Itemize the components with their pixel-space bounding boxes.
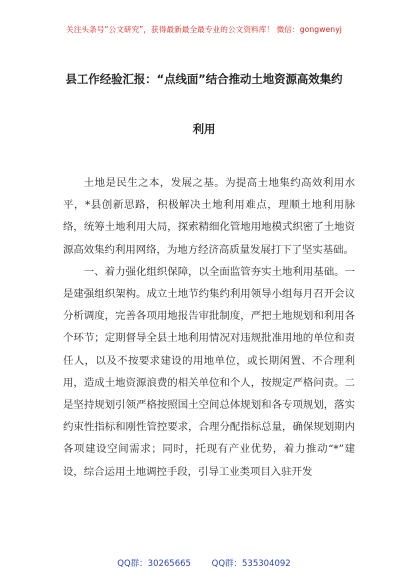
document-body: [63, 172, 355, 483]
document-title: 县工作经验汇报：“点线面”结合推动土地资源高效集约: [65, 72, 343, 86]
footer-contact: [0, 557, 408, 569]
paragraph-section-one: 一、着力强化组织保障，以全面监管夯实土地利用基础。一是建强组织架构。成立土地节约集约利用领导小组每月召开会议分析调度，完善各项用地报告审批制度，严把土地规划和利用各个环节；定期督导全县土地利用情况对违规批准用地的单位和责任人，以及不按要求建设的用地单位，或长期闲置、不合理利用，造成土地资源浪费的相关单位和个人，按规定严格问责。二是坚持规划引领严格按照国土空间总体规划和各专项规划，落实约束性指标和刚性管控要求，合理分配指标总量，确保规划期内各项建设空间需求；同时，托现有产业优势，着力推动“*”建设，综合运用土地调控手段，引导工业类项目入驻开发: [63, 265, 355, 478]
paragraph-intro: 土地是民生之本，发展之基。为提高土地集约高效利用水平，*县创新思路，积极解决土地利用难点，理顺土地利用脉络，统筹土地利用大局，探索精细化管地用地模式织密了土地资源高效集约利用网络，为地方经济高质量发展打下了坚实基础。: [63, 177, 355, 256]
footer-qq-group-1: QQ群：30265665: [117, 559, 191, 569]
document-title-continued: 利用: [192, 122, 216, 136]
header-banner: 关注头条号“公文研究”，获得最新最全最专业的公文资料库！ 微信：gongwenyj: [66, 25, 342, 34]
footer-qq-group-2: QQ群：535304092: [211, 559, 291, 569]
